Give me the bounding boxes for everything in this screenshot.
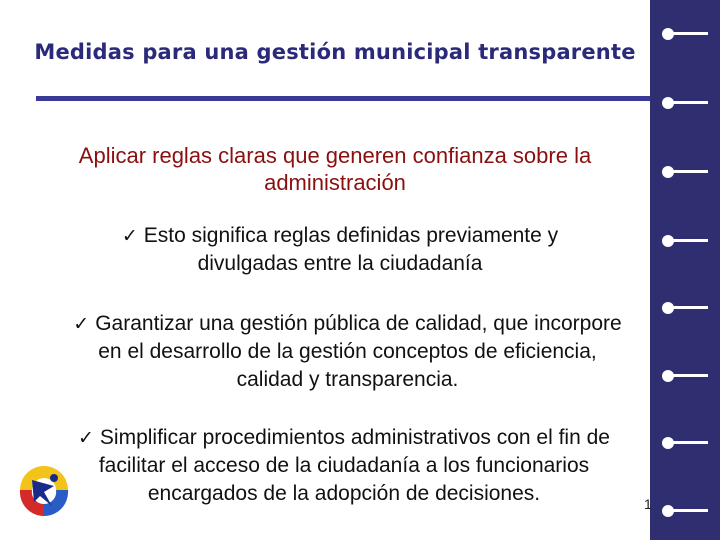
- municipal-logo-icon: [14, 462, 74, 522]
- page-number: 1: [644, 496, 652, 512]
- slide-title: Medidas para una gestión municipal transparente: [34, 40, 636, 64]
- title-rule: [36, 96, 650, 101]
- bullet-item: [70, 310, 625, 394]
- checkmark-icon: ✓: [78, 427, 94, 449]
- sidebar-decoration: [650, 0, 720, 540]
- bullet-item: [85, 222, 595, 278]
- checkmark-icon: ✓: [73, 313, 90, 335]
- bullet-item: [48, 424, 640, 508]
- bullet-text: Simplificar procedimientos administrativos con el fin de facilitar el acceso de la ciudadanía a los funcionarios encargados de la adopción de decisiones.: [98, 426, 610, 505]
- bullet-text: Garantizar una gestión pública de calidad, que incorpore en el desarrollo de la gestión conceptos de eficiencia, calidad y transparencia.: [95, 312, 622, 391]
- bullet-text: Esto significa reglas definidas previamente y divulgadas entre la ciudadanía: [143, 224, 559, 275]
- slide-heading: Aplicar reglas claras que generen confianza sobre la administración: [78, 143, 592, 195]
- checkmark-icon: ✓: [121, 225, 138, 247]
